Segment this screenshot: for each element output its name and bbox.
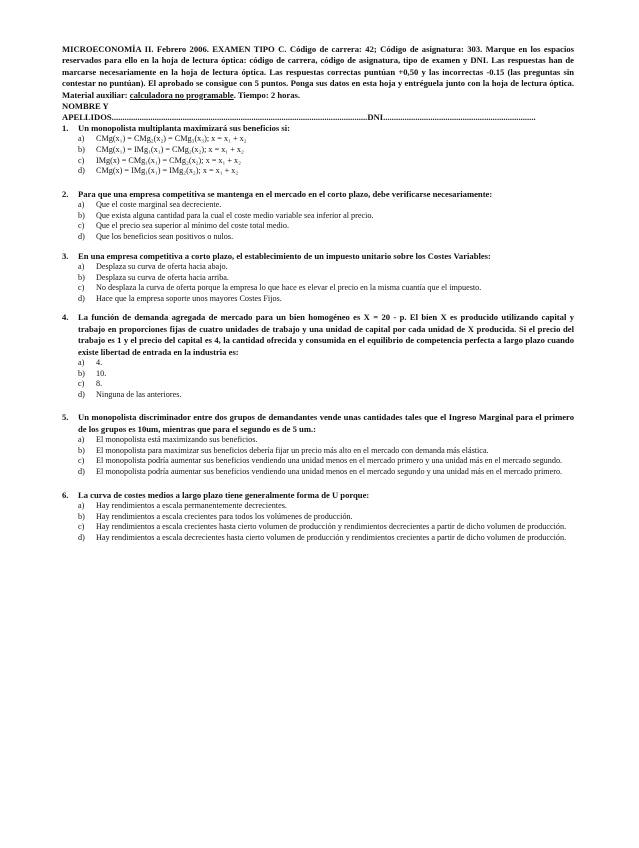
option-b: b) 10. [78,368,107,378]
question-3 [62,251,574,305]
nombre-label: NOMBRE Y [62,101,109,112]
option-b: b) El monopolista para maximizar sus beneficios debería fijar un precio más alto en el mercado con demanda más elástica. [78,445,489,455]
option-c: c) 8. [78,379,103,389]
apellidos-dni-line: APELLIDOS.......................................................................................................................DNI....................................................................... [62,112,536,123]
material-auxiliar: calculadora no programable [129,89,234,100]
option-a: a) Que el coste marginal sea decreciente. [78,200,222,210]
option-d: d) El monopolista podría aumentar sus beneficios vendiendo una unidad menos en el mercado segundo y una unidad más en el mercado primero. [78,466,563,476]
question-number: 6. [62,489,69,500]
question-1 [62,123,574,177]
question-number: 5. [62,412,69,423]
exam-header [62,44,574,101]
header-time: . Tiempo: 2 horas. [233,89,300,100]
header-text: MICROECONOMÍA II. Febrero 2006. EXAMEN TIPO C. Código de carrera: 42; Código de asignatura: 303. Marque en los espacios reservados para ello en la hoja de lectura óptica: código de carrera, código de asignatura, tipo de examen y DNI. Las respuestas han de marcarse necesariamente en la hoja de lectura óptica. Las respuestas correctas puntúan +0,50 y las incorrectas -0.15 (las preguntas sin contestar no puntúan). El aprobado se consigue con 5 puntos. Ponga sus datos en esta hoja y entréguela junto con la hoja de lectura óptica. Material auxiliar: [62,44,574,100]
option-d: d) Que los beneficios sean positivos o nulos. [78,232,234,241]
option-b: b) Desplaza su curva de oferta hacia arriba. [78,272,229,282]
option-d: d) CMg(x) = IMg₁(x₁) = IMg₂(x₂); x = x₁ + x₂ [78,166,239,176]
question-4 [62,312,574,400]
option-a: a) El monopolista está maximizando sus beneficios. [78,435,258,445]
option-a: a) Hay rendimientos a escala permanentemente decrecientes. [78,500,287,510]
option-d: d) Hay rendimientos a escala decrecientes hasta cierto volumen de producción y rendimientos crecientes a partir de dicho volumen de producción. [78,532,567,542]
option-d: d) Hace que la empresa soporte unos mayores Costes Fijos. [78,293,282,303]
question-6 [62,490,574,544]
option-b: b) Que exista alguna cantidad para la cual el coste medio variable sea inferior al precio. [78,210,374,220]
question-number: 3. [62,250,69,261]
question-number: 1. [62,123,69,134]
question-5 [62,412,574,477]
question-2 [62,189,574,243]
option-c: c) No desplaza la curva de oferta porque la empresa lo que hace es elevar el precio en la misma cuantía que el impuesto. [78,283,482,293]
option-a: a) Desplaza su curva de oferta hacia abajo. [78,262,228,271]
option-c: c) Hay rendimientos a escala crecientes hasta cierto volumen de producción y rendimientos decrecientes a partir de dicho volumen de producción. [78,522,567,532]
question-text: En una empresa competitiva a corto plazo, el establecimiento de un impuesto unitario sobre los Costes Variables: [78,250,491,261]
question-number: 4. [62,312,69,323]
option-a: a) CMg(x₁) = CMg₂(x₂) = CMg₃(x₃); x = x₁ + x₂ [78,134,247,144]
option-c: c) IMg(x) = CMg₁(x₁) = CMg₂(x₂); x = x₁ + x₂ [78,155,241,165]
question-text: La función de demanda agregada de mercado para un bien homogéneo es X = 20 - p. El bien X es producido utilizando capital y trabajo en proporciones fijas de cuatro unidades de trabajo y una unidad de capital por cada unidad de X producida. Si el precio del trabajo es 1 y el precio del capital es 4, la cantidad ofrecida y consumida en el equilibrio de competencia perfecta a largo plazo cuando existe libertad de entrada en la industria es: [78,312,574,357]
option-a: a) 4. [78,358,103,367]
option-c: c) El monopolista podría aumentar sus beneficios vendiendo una unidad menos en el mercado primero y una unidad más en el mercado segundo. [78,456,563,466]
question-number: 2. [62,188,69,199]
option-d: d) Ninguna de las anteriores. [78,389,182,399]
exam-page [62,44,574,543]
question-text: Un monopolista multiplanta maximizará sus beneficios si: [78,123,290,134]
question-text: La curva de costes medios a largo plazo tiene generalmente forma de U porque: [78,489,370,500]
question-text: Un monopolista discriminador entre dos grupos de demandantes vende unas cantidades tales que el Ingreso Marginal para el primero de los grupos es 10um, mientras que para el segundo es de 5 um.: [78,412,574,434]
option-b: b) Hay rendimientos a escala crecientes para todos los volúmenes de producción. [78,511,353,521]
question-text: Para que una empresa competitiva se mantenga en el mercado en el corto plazo, debe verificarse necesariamente: [78,188,493,199]
option-b: b) CMg(x₁) = IMg₁(x₁) = CMg₂(x₂); x = x₁ + x₂ [78,145,244,155]
option-c: c) Que el precio sea superior al mínimo del coste total medio. [78,221,290,231]
